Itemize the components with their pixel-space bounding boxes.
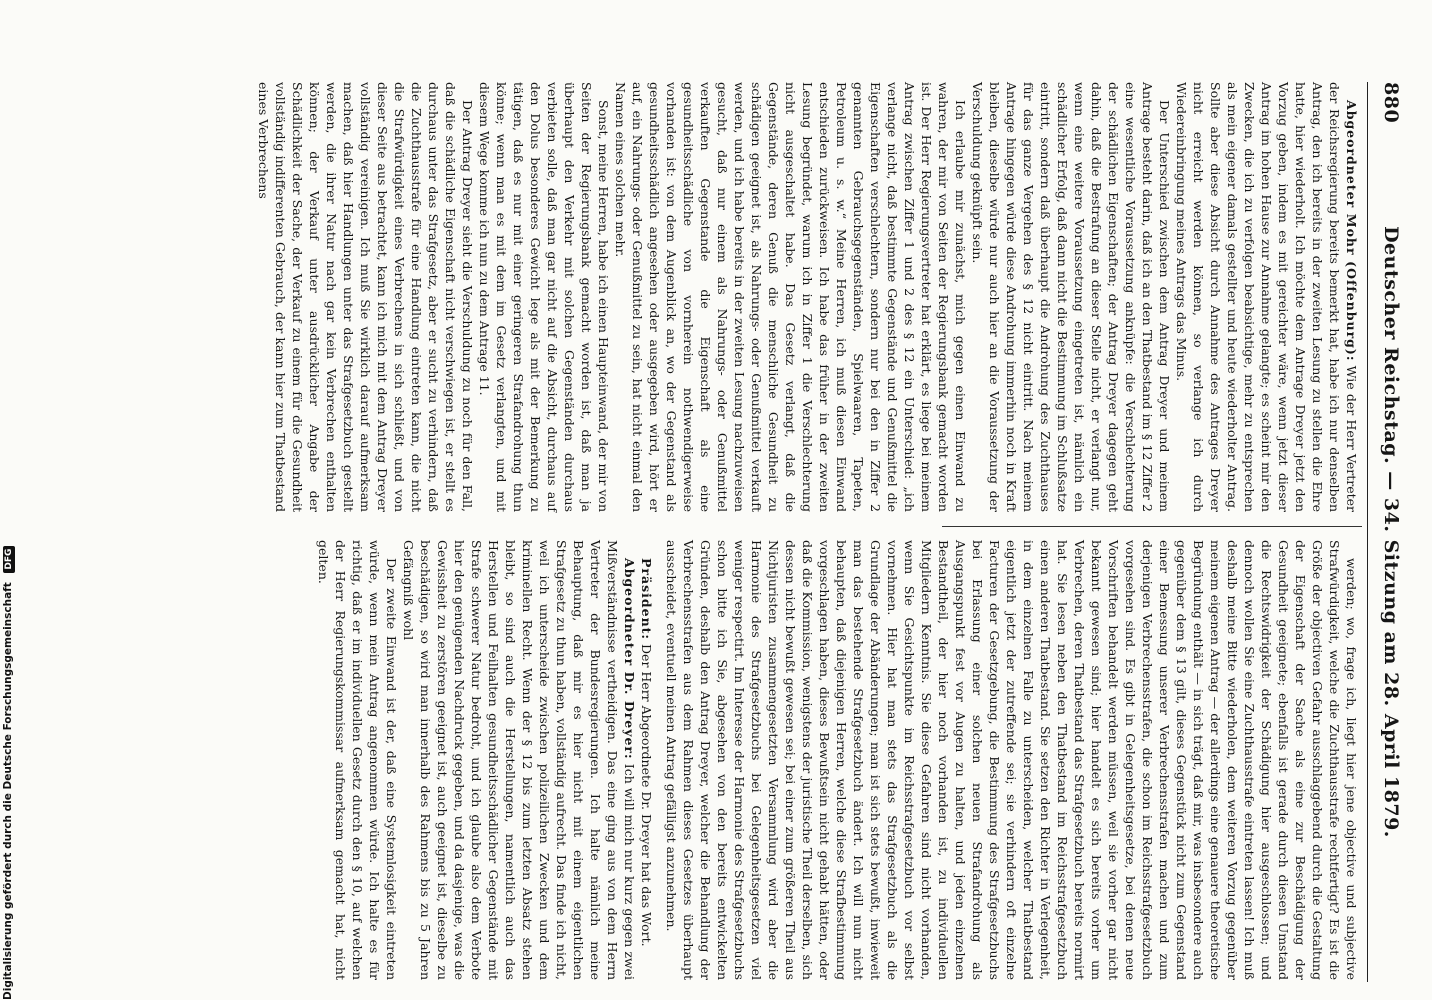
left-column: [256, 82, 1360, 512]
credit-text: Digitalisierung gefördert durch die Deutsche Forschungsgemeinschaft: [2, 582, 14, 1000]
paragraph: [612, 82, 969, 512]
speaker-name: Abgeordneter Dr. Dreyer:: [622, 558, 637, 760]
paragraph: [315, 540, 400, 980]
paragraph-text: Der zweite Einwand ist der, daß eine Systemlosigkeit eintreten würde, wenn mein Antrag angenommen würde. Ich halte es für richtig, daß er im individuellen Gesetz durch den § 10, auf welchen der Herr Regierungskommissar aufmerksam gemacht hat, nicht gelten.: [316, 540, 399, 980]
paragraph: [1173, 82, 1360, 512]
paragraph-text: Sonst, meine Herren, habe ich einen Haupteinwand, der mir von Seiten der Regierungsbank gemacht worden ist, daß man ja überhaupt den Verkehr mit solchen Gegenständen durchaus verbieten solle, daß man gar nicht auf die Absicht, durchaus auf den Dolus besonderes Gewicht lege als mit der Bemerkung zu tätigen, daß es nur mit einer geringeren Strafandrohung thun könne; wenn man es mit dem im Gesetz verlangten, und mit diesem Wege komme ich nun zu dem Antrage 11.: [477, 82, 611, 512]
paragraph: [663, 540, 1360, 980]
paragraph: [400, 540, 638, 980]
running-title: Deutscher Reichstag. — 34. Sitzung am 28. April 1879.: [1380, 226, 1402, 838]
right-column: [316, 540, 1360, 981]
paragraph-text: Der Herr Abgeordnete Dr. Dreyer hat das Wort.: [639, 644, 654, 947]
digitization-credit: [2, 548, 16, 1000]
dfg-logo: DFG: [3, 546, 15, 573]
paragraph-text: werden; wo, frage ich, liegt hier jene objective und subjective Strafwürdigkeit, welche die Zuchthausstrafe rechtfertigt? Es ist die Größe der objectiven Gefahr ausschlaggebend durch die Gestaltung der Eigenschaft der Sache als eine zur Beschädigung der Gesundheit geeignete; ebenfalls ist gerade durch diesen Umstand die Rechtswidrigkeit der Schädigung hier ausgeschlossen; und dennoch wollen Sie eine Zuchthausstrafe eintreten lassen! Ich muß deshalb meine Bitte wiederholen, dem weiteren Vorzug gegenüber meinem eigenen Antrag — der allerdings eine genauere theoretische Begründung enthält — in sich trägt, daß mir, was insbesondere auch gegenüber dem § 13 gilt, dieses Gegenstück nicht zum Gegenstand einer Bemessung unserer Verbrechensstrafen machen und zum derjenigen Verbrechensstrafen, die schon im Reichsstrafgesetzbuch vorgesehen sind. Es gibt in Gelegenheitsgesetze, bei denen neue Vorschriften behandelt werden müssen, weil sie vorher gar nicht bekannt gewesen sind; hier handelt es sich bereits vorher um Verbrechen, deren Thatbestand das Strafgesetzbuch bereits normirt hat. Sie lesen neben den Thatbestand im Reichsstrafgesetzbuch einen anderen Thatbestand. Sie setzen den Richter in Verlegenheit, in dem einzelnen Falle zu unterscheiden, welcher Thatbestand eigentlich jetzt der zutreffende sei; sie verhindern oft einzelne Facturen der Gesetzgebung, die Bestimmung des Strafgesetzbuchs bei Erlassung einer solchen neuen Strafandrohung als Ausgangspunkt fest vor Augen zu halten, und jeden einzelnen Bestandtheil, der hier noch vorhanden ist, zu individuellen Mitgliedern Kenntnis. Sie diese Gefahren sind nicht vorhanden, wenn Sie Gesichtspunkte im Reichsstrafgesetzbuch vor selbst vornehmen. Hier hat man stets das Strafgesetzbuch als die Grundlage der Abänderungen; man ist sich stets bewußt, inwieweit man das bestehende Strafgesetzbuch ändert. Ich will nun nicht behaupten, daß diejenigen Herren, welche diese Strafbestimmung vorgeschlagen haben, dieses Bewußtsein nicht gehabt hätten, oder daß die Kommission, wenigstens der juristische Theil derselben, sich dessen nicht bewußt gewesen sei; bei einer zum größeren Theil aus Nichtjuristen zusammengesetzten Versammlung wird aber die Harmonie des Strafgesetzbuchs bei Gelegenheitsgesetzen viel weniger respectirt. Im Interesse der Harmonie des Strafgesetzbuchs schon bitte ich Sie, abgesehen von den bereits entwickelten Gründen, deshalb den Antrag Dreyer, welcher die Behandlung der Verbrechensstrafen aus dem Rahmen dieses Gesetzes überhaupt ausscheidet, eventuell meinen Antrag gefälligst anzunehmen.: [664, 540, 1359, 980]
paragraph-text: Ich will mich nur kurz gegen zwei Mißverständnisse vertheidigen. Das eine ging aus von dem Herrn Vertreter der Bundesregierungen. Ich halte nämlich meine Behauptung, daß mir es hier nicht mit einem eigentlichen Strafgesetz zu thun haben, vollständig aufrecht. Das finde ich nicht, weil ich unterscheide zwischen polizeilichen Zwecken und dem kriminellen Recht. Wenn der § 12 bis zum letzten Absatz stehen bleibt, so sind auch die Herstellungen, namentlich auch das Herstellen und Feilhalten gesundheitsschädlicher Gegenstände mit Strafe schwerer Natur bedroht, und ich glaube also dem Verbote hier den genügenden Nachdruck gegeben, und da dasjenige, was die Gewissheit zu zerstören geeignet ist, auch geeignet ist, dieselbe zu beschädigen, so wird man innerhalb des Rahmens bis zu 5 Jahren Gefängniß wohl: [401, 540, 637, 981]
page-number: 880: [1380, 82, 1402, 124]
paragraph-text: Der Unterschied zwischen dem Antrag Dreyer und meinem Antrage besteht darin, daß ich an den Thatbestand im § 12 Ziffer 2 eine wesentliche Voraussetzung anknüpfe: die Verschlechterung der schädlichen Eigenschaften; der Antrag Dreyer dagegen geht dahin, daß die Bestrafung an dieser Stelle nicht, er verlangt nur, wenn eine weitere Voraussetzung eingetreten ist, nämlich ein schädlicher Erfolg, daß dann nicht die Bestimmung im Schlußsatze eintritt, sondern daß überhaupt die Androhung des Zuchthauses für das ganze Vergehen des § 12 nicht eintritt. Nach meinem Antrage hingegen würde diese Androhung immerhin noch in Kraft bleiben, dieselbe würde nur auch hier an die Voraussetzung der Verschuldung geknüpft sein.: [970, 82, 1172, 512]
paragraph: [969, 82, 1173, 512]
paragraph-text: Wie der Herr Vertreter der Reichsregierung bereits bemerkt hat, habe ich nur denselben Antrag, den ich bereits in der zweiten Lesung zu stellen die Ehre hatte, hier wiederholt. Ich möchte dem Antrage Dreyer jetzt den Vorzug geben, indem es mit gereichter wäre, wenn jetzt dieser Antrag im hohen Hause zur Annahme gelangte; es scheint mir den Zwecken, die ich zu verfolgen beabsichtige, mehr zu entsprechen als mein eigener damals gestellter und heute wiederholter Antrag. Sollte aber diese Absicht durch Annahme des Antrages Dreyer nicht erreicht werden können, so verlange ich durch Wiedereinbringung meines Antrags das Minus.: [1174, 82, 1359, 512]
scanned-page: [66, 82, 1406, 982]
paragraph: [476, 82, 612, 512]
paragraph: [638, 540, 655, 980]
speaker-name: Präsident:: [639, 558, 654, 641]
paragraph-text: Ich erlaube mir zunächst, mich gegen einen Einwand zu wahren, der mir von Seiten der Regierungsbank gemacht worden ist. Der Herr Regierungsvertreter hat erklärt, es liege bei meinem Antrag zwischen Ziffer 1 und 2 des § 12 ein Unterschied: „ich verlange nicht, daß bestimmte Gegenstände und Genußmittel die Eigenschaften verschlechtern, sondern nur bei den in Ziffer 2 genannten Gebrauchsgegenständen, Spielwaaren, Tapeten, Petroleum u. s. w.“ Meine Herren, ich muß diesen Einwand entschieden zurückweisen. Ich habe das früher in der zweiten Lesung begründet, warum ich in Ziffer 1 die Verschlechterung nicht ausgeschaltet habe. Das Gesetz verlangt, daß die Gegenstände, deren Genuß die menschliche Gesundheit zu schädigen geeignet ist, als Nahrungs- oder Genußmittel verkauft werden, und ich habe bereits in der zweiten Lesung nachzuweisen gesucht, daß nur einem als Nahrungs- oder Genußmittel verkauften Gegenstande die Eigenschaft als eine gesundheitsschädliche von vornherein nothwendigerweise vorhanden ist: von dem Augenblick an, wo der Gegenstand als gesundheitsschädlich angesehen oder ausgegeben wird, hört er auf, ein Nahrungs- oder Genußmittel zu sein, hat nicht einmal den Namen eines solchen mehr.: [613, 82, 968, 512]
header-rule: [1367, 82, 1368, 982]
column-divider: [942, 526, 1362, 527]
paragraph: [255, 82, 476, 512]
speaker-name: Abgeordneter Mohr (Offenburg):: [1344, 100, 1359, 362]
paragraph-text: Der Antrag Dreyer sieht die Verschuldung zu noch für den Fall, daß die schädliche Eigenschaft nicht verschwiegen ist, er stellt es durchaus unter das Strafgesetz, aber er sucht zu verhindern, daß die Zuchthausstrafe für eine Handlung eintreten kann, die nicht die Strafwürdigkeit eines Verbrechens in sich schließt, und von dieser Seite aus betrachtet, kann ich mich mit dem Antrag Dreyer vollständig vereinigen. Ich muß Sie wirklich darauf aufmerksam machen, daß hier Handlungen unter das Strafgesetzbuch gestellt werden, die ihrer Natur nach gar kein Verbrechen enthalten können; der Verkauf unter ausdrücklicher Angabe der Schädlichkeit der Sache, der Verkauf zu einem für die Gesundheit vollständig indifferenten Gebrauch, der kann hier zum Thatbestand eines Verbrechens: [256, 82, 475, 512]
page-header: [1366, 82, 1406, 982]
